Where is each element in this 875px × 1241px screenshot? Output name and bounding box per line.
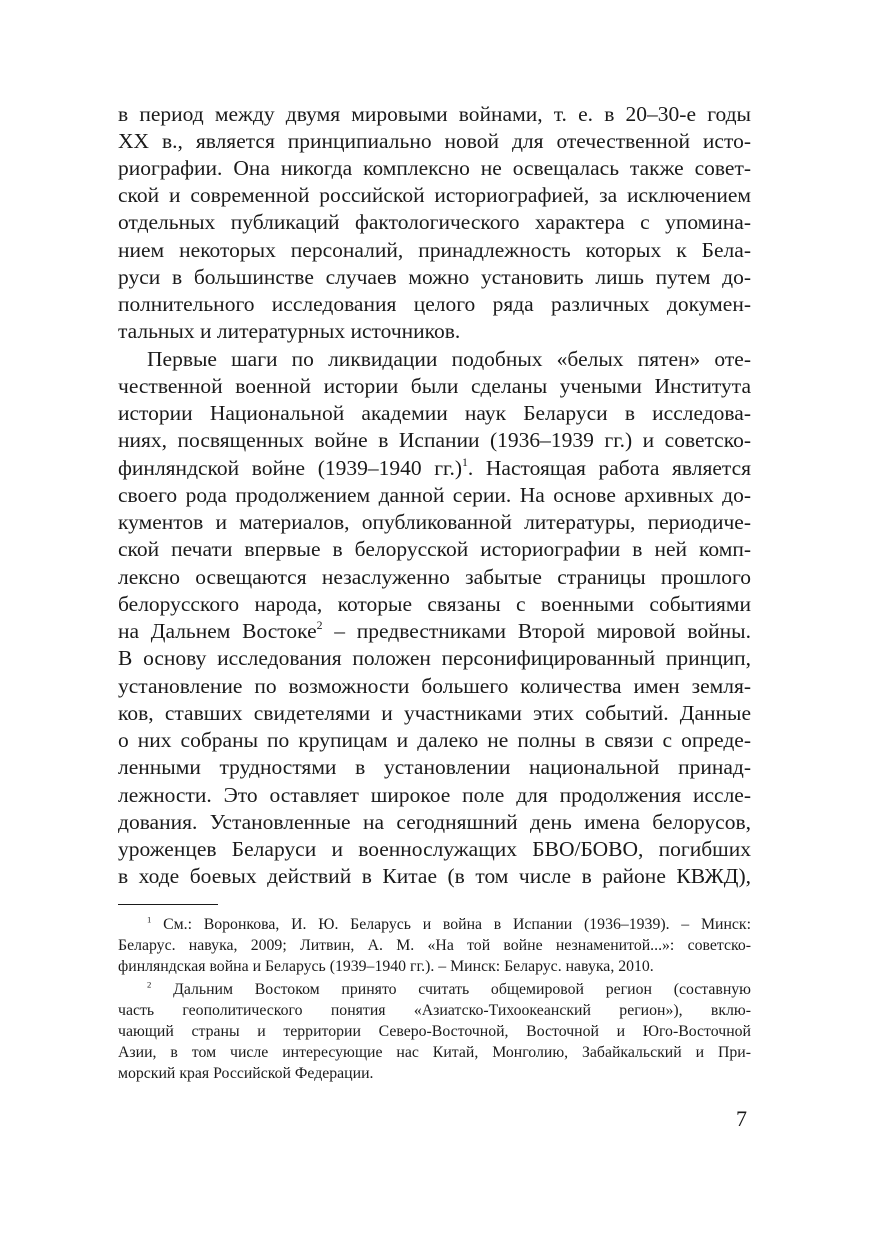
footnote-ref-2: 2: [316, 618, 323, 633]
footnote-line: часть геополитического понятия «Азиатско-Тихоокеанский регион»), вклю-: [118, 1002, 751, 1019]
footnote-1-mark: 1: [147, 914, 152, 925]
body-line: ленными трудностями в установлении национальной принад-: [118, 755, 751, 779]
body-line: ской и современной российской историографией, за исключением: [118, 183, 751, 207]
paragraph-first-line: Первые шаги по ликвидации подобных «белых пятен» оте-: [147, 347, 751, 371]
footnote-2-first-line: [147, 979, 751, 1000]
body-line: ниях, посвященных войне в Испании (1936–1939 гг.) и советско-: [118, 428, 751, 452]
footnote-2-mark: 2: [147, 979, 152, 990]
body-line-with-footnote-ref: [118, 618, 751, 645]
body-line: нием некоторых персоналий, принадлежность которых к Бела-: [118, 238, 751, 262]
body-line: ской печати впервые в белорусской историографии в ней комп-: [118, 537, 751, 561]
body-line: кументов и материалов, опубликованной литературы, периодиче-: [118, 510, 751, 534]
body-line: В основу исследования положен персонифицированный принцип,: [118, 646, 751, 670]
page-number: 7: [736, 1106, 747, 1131]
body-line: установление по возможности большего количества имен земля-: [118, 674, 751, 698]
text-segment: – предвестниками Второй мировой войны.: [322, 619, 751, 643]
body-line: лежности. Это оставляет широкое поле для продолжения иссле-: [118, 783, 751, 807]
body-line: лексно освещаются незаслуженно забытые страницы прошлого: [118, 565, 751, 589]
body-line: XX в., является принципиально новой для отечественной исто-: [118, 129, 751, 153]
body-line: дования. Установленные на сегодняшний день имена белорусов,: [118, 810, 751, 834]
body-line: риографии. Она никогда комплексно не освещалась также совет-: [118, 156, 751, 180]
body-line: в ходе боевых действий в Китае (в том числе в районе КВЖД),: [118, 864, 751, 888]
body-line: истории Национальной академии наук Беларуси в исследова-: [118, 401, 751, 425]
text-segment: . Настоящая работа является: [467, 456, 751, 480]
text-segment: Дальним Востоком принято считать общемировой регион (составную: [151, 981, 751, 998]
text-segment: финляндской войне (1939–1940 гг.): [118, 456, 462, 480]
footnote-line: Азии, в том числе интересующие нас Китай, Монголию, Забайкальский и При-: [118, 1044, 751, 1061]
text-segment: на Дальнем Востоке: [118, 619, 317, 643]
body-line: о них собраны по крупицам и далеко не полны в связи с опреде-: [118, 728, 751, 752]
body-line: тальных и литературных источников.: [118, 319, 461, 343]
footnote-ref-1: 1: [462, 455, 468, 470]
text-segment: См.: Воронкова, И. Ю. Беларусь и война в Испании (1936–1939). – Минск:: [151, 916, 751, 933]
footnote-line: Беларус. навука, 2009; Литвин, А. М. «На той войне незнаменитой...»: советско-: [118, 937, 751, 954]
body-line: уроженцев Беларуси и военнослужащих БВО/БОВО, погибших: [118, 837, 751, 861]
footnote-line: чающий страны и территории Северо-Восточной, Восточной и Юго-Восточной: [118, 1023, 751, 1040]
body-line: в период между двумя мировыми войнами, т. е. в 20–30-е годы: [118, 102, 751, 126]
body-line: полнительного исследования целого ряда различных докумен-: [118, 292, 751, 316]
body-line: белорусского народа, которые связаны с военными событиями: [118, 592, 751, 616]
body-line: чественной военной истории были сделаны учеными Института: [118, 374, 751, 398]
body-line: ков, ставших свидетелями и участниками этих событий. Данные: [118, 701, 751, 725]
footnote-line: финляндская война и Беларусь (1939–1940 гг.). – Минск: Беларус. навука, 2010.: [118, 958, 654, 975]
body-line: руси в большинстве случаев можно установить лишь путем до-: [118, 265, 751, 289]
footnote-1-first-line: [147, 914, 751, 935]
body-line-with-footnote-ref: [118, 455, 751, 482]
body-line: своего рода продолжением данной серии. На основе архивных до-: [118, 483, 751, 507]
footnote-line: морский края Российской Федерации.: [118, 1065, 374, 1082]
body-line: отдельных публикаций фактологического характера с упомина-: [118, 210, 751, 234]
footnote-separator: [118, 904, 218, 905]
